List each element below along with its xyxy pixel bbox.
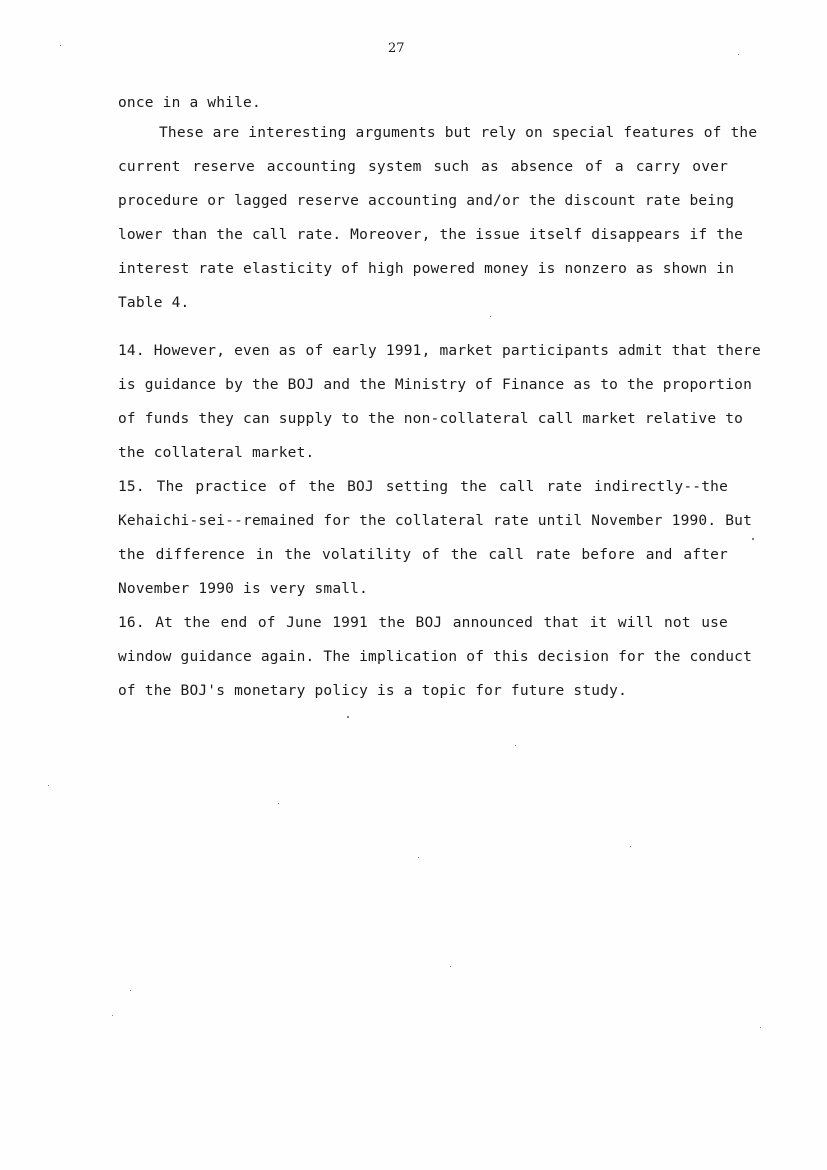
text-line: Table 4. xyxy=(118,295,190,311)
scan-speck xyxy=(48,785,49,786)
text-line: lower than the call rate. Moreover, the issue itself disappears if the xyxy=(118,227,744,243)
scan-speck xyxy=(752,538,754,540)
footnote-line: 16. At the end of June 1991 the BOJ announced that it will not use xyxy=(118,615,728,631)
text-line: procedure or lagged reserve accounting and/or the discount rate being xyxy=(118,193,735,209)
scan-speck xyxy=(515,745,516,746)
footnote-line: Kehaichi-sei--remained for the collateral rate until November 1990. But xyxy=(118,513,753,529)
scan-speck xyxy=(450,966,451,967)
page-number: 27 xyxy=(388,41,405,56)
scan-speck xyxy=(630,846,631,847)
scan-speck xyxy=(760,1027,761,1028)
footnote-line: is guidance by the BOJ and the Ministry of Finance as to the proportion xyxy=(118,377,753,393)
text-line: once in a while. xyxy=(118,95,261,111)
scan-speck xyxy=(112,1015,113,1016)
text-line: interest rate elasticity of high powered money is nonzero as shown in xyxy=(118,261,735,277)
footnote-line: of the BOJ's monetary policy is a topic for future study. xyxy=(118,683,627,699)
scan-speck xyxy=(60,45,61,46)
scan-speck xyxy=(278,803,279,804)
footnote-line: November 1990 is very small. xyxy=(118,581,369,597)
footnote-line: 15. The practice of the BOJ setting the call rate indirectly--the xyxy=(118,479,728,495)
scan-speck xyxy=(418,857,419,858)
scan-speck xyxy=(347,716,349,718)
footnote-line: 14. However, even as of early 1991, market participants admit that there xyxy=(118,343,761,359)
scan-speck xyxy=(490,316,491,317)
footnote-line: the difference in the volatility of the call rate before and after xyxy=(118,547,728,563)
footnote-line: window guidance again. The implication of this decision for the conduct xyxy=(118,649,753,665)
footnote-line: of funds they can supply to the non-collateral call market relative to xyxy=(118,411,744,427)
scan-speck xyxy=(738,54,739,55)
text-line: current reserve accounting system such as absence of a carry over xyxy=(118,159,728,175)
footnote-line: the collateral market. xyxy=(118,445,315,461)
text-line: These are interesting arguments but rely on special features of the xyxy=(159,125,758,141)
scan-speck xyxy=(130,990,131,991)
